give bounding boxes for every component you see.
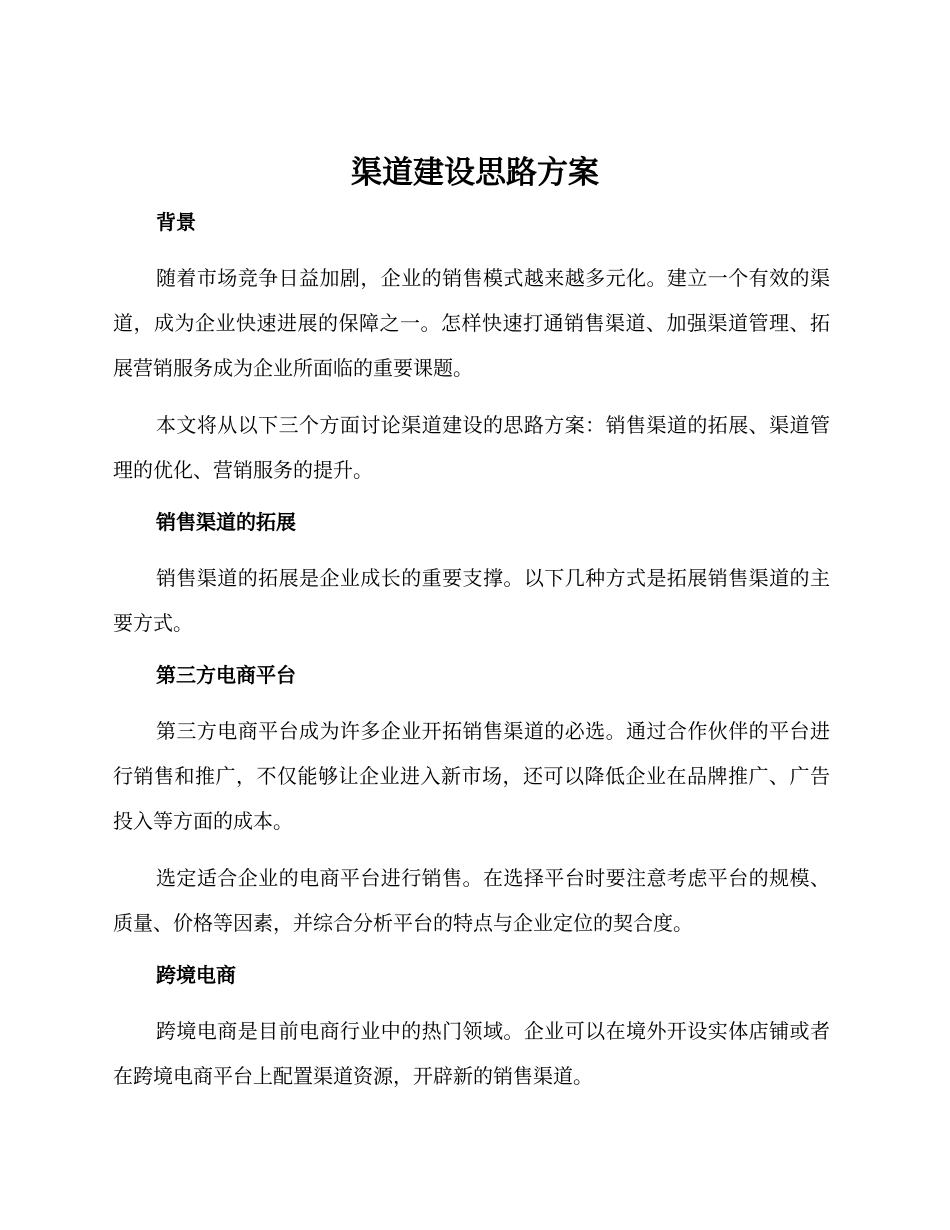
section-heading: 销售渠道的拓展 (156, 510, 296, 534)
paragraph: 本文将从以下三个方面讨论渠道建设的思路方案：销售渠道的拓展、渠道管理的优化、营销服务的提升。 (113, 413, 830, 482)
paragraph: 第三方电商平台成为许多企业开拓销售渠道的必选。通过合作伙伴的平台进行销售和推广，不仅能够让企业进入新市场，还可以降低企业在品牌推广、广告投入等方面的成本。 (113, 719, 830, 833)
paragraph: 随着市场竞争日益加剧，企业的销售模式越来越多元化。建立一个有效的渠道，成为企业快速进展的保障之一。怎样快速打通销售渠道、加强渠道管理、拓展营销服务成为企业所面临的重要课题。 (113, 266, 830, 380)
paragraph: 选定适合企业的电商平台进行销售。在选择平台时要注意考虑平台的规模、质量、价格等因素，并综合分析平台的特点与企业定位的契合度。 (113, 866, 830, 935)
paragraph: 销售渠道的拓展是企业成长的重要支撑。以下几种方式是拓展销售渠道的主要方式。 (113, 566, 830, 635)
paragraph: 跨境电商是目前电商行业中的热门领域。企业可以在境外开设实体店铺或者在跨境电商平台上配置渠道资源，开辟新的销售渠道。 (113, 1019, 830, 1088)
document-body (113, 205, 830, 1111)
section-heading: 第三方电商平台 (156, 663, 296, 687)
section-heading: 背景 (156, 210, 196, 234)
section-background (113, 205, 830, 493)
section-cross-border-ecommerce (113, 958, 830, 1099)
section-heading: 跨境电商 (156, 963, 236, 987)
document-title: 渠道建设思路方案 (351, 155, 599, 191)
section-channel-expansion (113, 505, 830, 646)
section-third-party-ecommerce (113, 658, 830, 946)
